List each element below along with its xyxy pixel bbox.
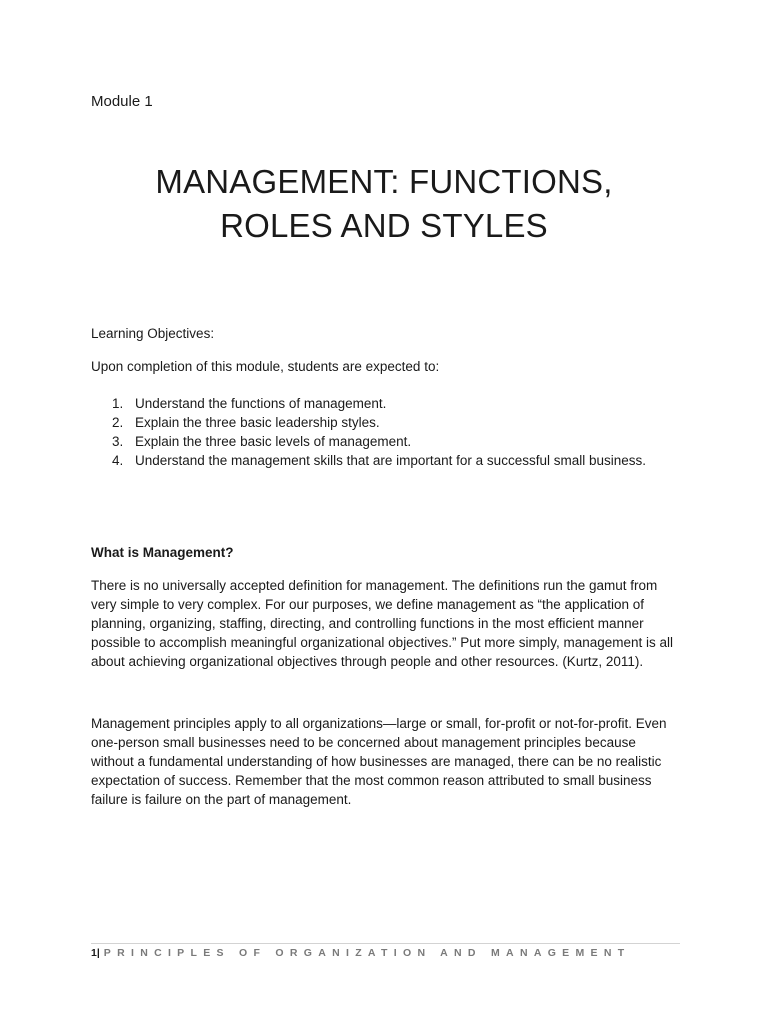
list-item-number: 1.	[112, 396, 124, 411]
page-number: 1	[91, 947, 97, 959]
list-item-text: Understand the functions of management.	[135, 396, 387, 411]
list-item-number: 2.	[112, 415, 124, 430]
list-item-text: Explain the three basic levels of management.	[135, 434, 412, 449]
footer-divider	[91, 943, 680, 944]
list-item-number: 3.	[112, 434, 124, 449]
list-item	[91, 432, 651, 451]
paragraph-definition: There is no universally accepted definition for management. The definitions run the gamut from very simple to very complex. For our purposes, we define management as “the application of planning, organizing, staffing, directing, and controlling functions in the most efficient manner possible to accomplish meaningful organizational objectives.” Put more simply, management is all about achieving organizational objectives through people and other resources. (Kurtz, 2011).	[91, 578, 674, 669]
page-title	[0, 160, 768, 248]
title-line-2: ROLES AND STYLES	[220, 207, 548, 244]
running-title: PRINCIPLES OF ORGANIZATION AND MANAGEMENT	[103, 947, 631, 959]
list-item-text: Explain the three basic leadership styles.	[135, 415, 380, 430]
paragraph-principles: Management principles apply to all organizations—large or small, for-profit or not-for-profit. Even one-person small businesses need to be concerned about management principles because without a fundamental understanding of how businesses are managed, there can be no realistic expectation of success. Remember that the most common reason attributed to small business failure is failure on the part of management.	[91, 716, 667, 807]
list-item-text: Understand the management skills that are important for a successful small business.	[135, 453, 646, 468]
page-footer	[91, 946, 630, 960]
title-line-1: MANAGEMENT: FUNCTIONS,	[155, 163, 613, 200]
list-item-number: 4.	[112, 453, 124, 468]
footer-separator: |	[96, 947, 100, 959]
learning-objectives-heading: Learning Objectives:	[91, 326, 215, 341]
module-label: Module 1	[91, 93, 153, 110]
list-item	[91, 394, 651, 413]
list-item	[91, 451, 651, 470]
objectives-list	[91, 394, 651, 470]
learning-objectives-intro: Upon completion of this module, students are expected to:	[91, 359, 440, 374]
list-item	[91, 413, 651, 432]
section-heading: What is Management?	[91, 545, 234, 560]
